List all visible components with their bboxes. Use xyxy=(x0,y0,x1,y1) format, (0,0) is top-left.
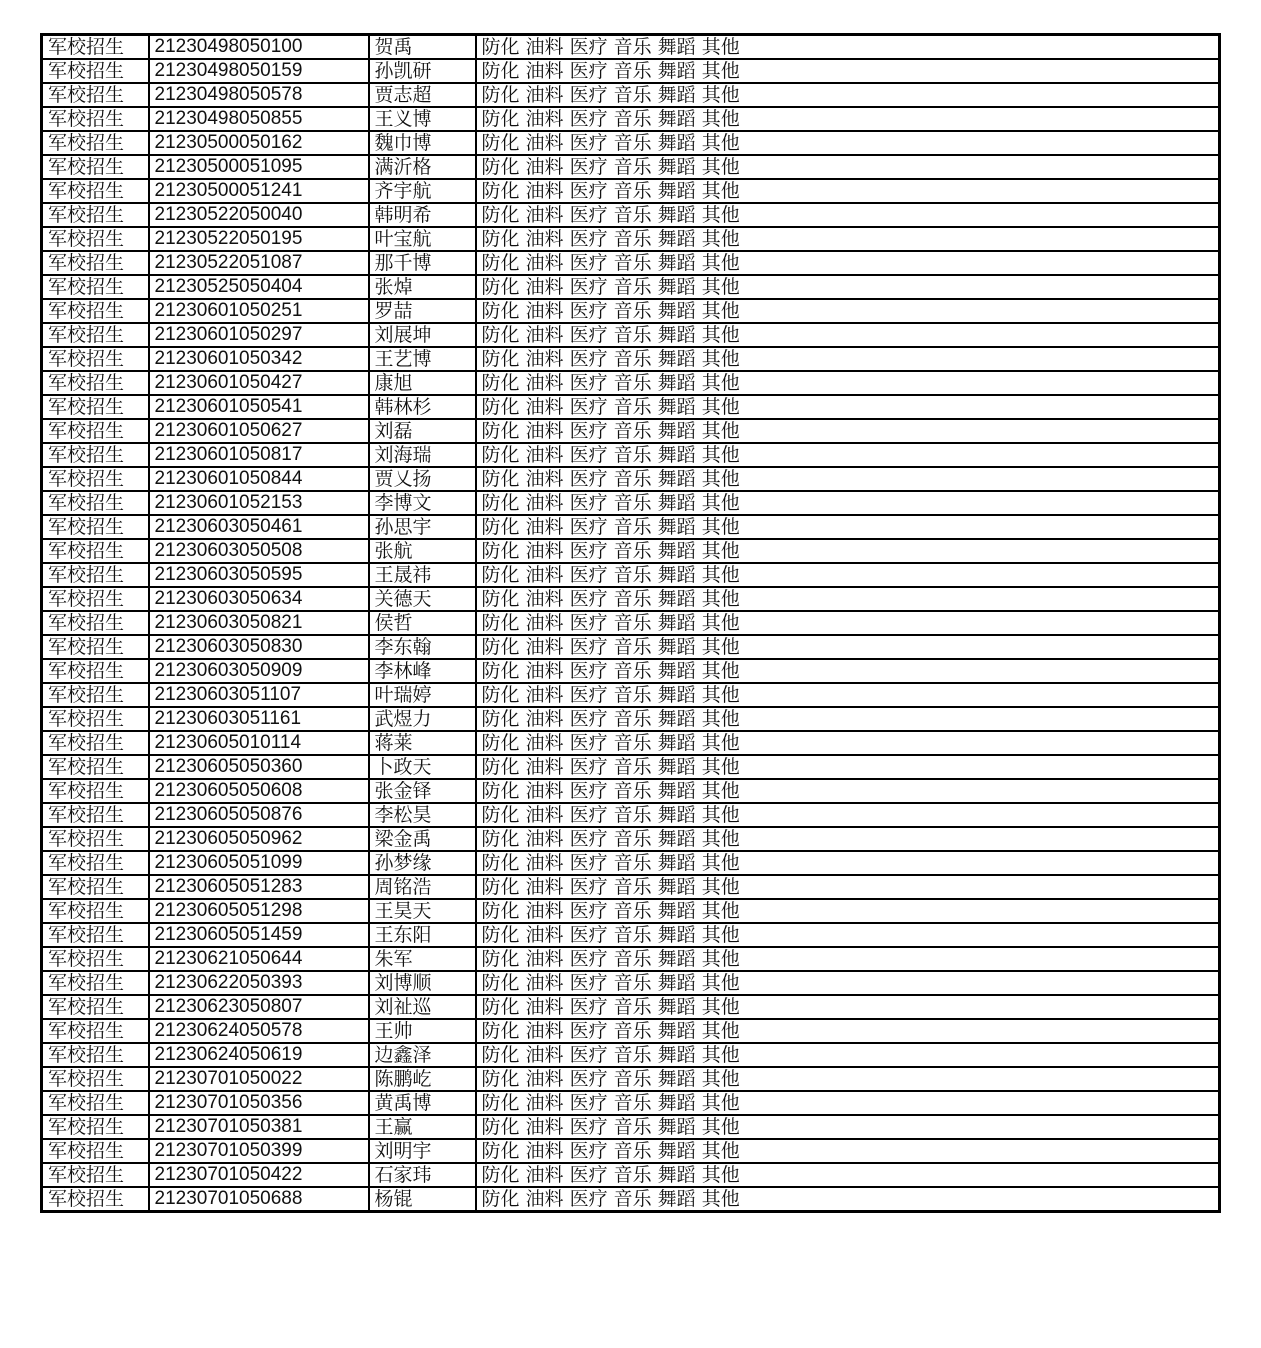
student-name-cell: 康旭 xyxy=(369,371,476,395)
exam-id-cell: 21230605010114 xyxy=(149,731,369,755)
table-row xyxy=(42,347,1220,371)
admission-type-cell: 军校招生 xyxy=(42,1043,149,1067)
table-row xyxy=(42,1091,1220,1115)
exam-id-cell: 21230603050595 xyxy=(149,563,369,587)
categories-cell: 防化 油料 医疗 音乐 舞蹈 其他 xyxy=(476,515,1220,539)
categories-cell: 防化 油料 医疗 音乐 舞蹈 其他 xyxy=(476,683,1220,707)
exam-id-cell: 21230605051099 xyxy=(149,851,369,875)
student-name-cell: 卜政天 xyxy=(369,755,476,779)
exam-id-cell: 21230603051161 xyxy=(149,707,369,731)
categories-cell: 防化 油料 医疗 音乐 舞蹈 其他 xyxy=(476,1019,1220,1043)
table-row xyxy=(42,803,1220,827)
student-name-cell: 孙凯研 xyxy=(369,59,476,83)
exam-id-cell: 21230621050644 xyxy=(149,947,369,971)
student-name-cell: 那千博 xyxy=(369,251,476,275)
admission-type-cell: 军校招生 xyxy=(42,803,149,827)
table-row xyxy=(42,1187,1220,1212)
admission-type-cell: 军校招生 xyxy=(42,899,149,923)
admission-type-cell: 军校招生 xyxy=(42,1019,149,1043)
exam-id-cell: 21230603050830 xyxy=(149,635,369,659)
table-row xyxy=(42,827,1220,851)
student-name-cell: 李松昊 xyxy=(369,803,476,827)
admission-type-cell: 军校招生 xyxy=(42,947,149,971)
student-name-cell: 李林峰 xyxy=(369,659,476,683)
exam-id-cell: 21230605051459 xyxy=(149,923,369,947)
student-name-cell: 韩林杉 xyxy=(369,395,476,419)
exam-id-cell: 21230603050909 xyxy=(149,659,369,683)
table-row xyxy=(42,515,1220,539)
student-name-cell: 刘展坤 xyxy=(369,323,476,347)
admission-type-cell: 军校招生 xyxy=(42,347,149,371)
table-row xyxy=(42,683,1220,707)
exam-id-cell: 21230701050422 xyxy=(149,1163,369,1187)
table-row xyxy=(42,107,1220,131)
student-name-cell: 李东翰 xyxy=(369,635,476,659)
categories-cell: 防化 油料 医疗 音乐 舞蹈 其他 xyxy=(476,347,1220,371)
table-row xyxy=(42,851,1220,875)
table-row xyxy=(42,419,1220,443)
table-row xyxy=(42,203,1220,227)
table-row xyxy=(42,947,1220,971)
table-row xyxy=(42,587,1220,611)
table-row xyxy=(42,923,1220,947)
table-row xyxy=(42,875,1220,899)
exam-id-cell: 21230603051107 xyxy=(149,683,369,707)
student-name-cell: 满沂格 xyxy=(369,155,476,179)
table-row xyxy=(42,155,1220,179)
student-name-cell: 黄禹博 xyxy=(369,1091,476,1115)
categories-cell: 防化 油料 医疗 音乐 舞蹈 其他 xyxy=(476,803,1220,827)
admission-type-cell: 军校招生 xyxy=(42,707,149,731)
admission-type-cell: 军校招生 xyxy=(42,539,149,563)
admission-type-cell: 军校招生 xyxy=(42,1163,149,1187)
admission-type-cell: 军校招生 xyxy=(42,779,149,803)
exam-id-cell: 21230500051241 xyxy=(149,179,369,203)
student-name-cell: 侯哲 xyxy=(369,611,476,635)
exam-id-cell: 21230603050634 xyxy=(149,587,369,611)
table-row xyxy=(42,995,1220,1019)
student-name-cell: 周铭浩 xyxy=(369,875,476,899)
table-row xyxy=(42,971,1220,995)
exam-id-cell: 21230522051087 xyxy=(149,251,369,275)
student-name-cell: 陈鹏屹 xyxy=(369,1067,476,1091)
exam-id-cell: 21230498050855 xyxy=(149,107,369,131)
exam-id-cell: 21230603050508 xyxy=(149,539,369,563)
exam-id-cell: 21230701050381 xyxy=(149,1115,369,1139)
admission-type-cell: 军校招生 xyxy=(42,371,149,395)
admission-type-cell: 军校招生 xyxy=(42,131,149,155)
student-name-cell: 罗喆 xyxy=(369,299,476,323)
student-name-cell: 刘博顺 xyxy=(369,971,476,995)
table-row xyxy=(42,131,1220,155)
categories-cell: 防化 油料 医疗 音乐 舞蹈 其他 xyxy=(476,371,1220,395)
exam-id-cell: 21230605051283 xyxy=(149,875,369,899)
categories-cell: 防化 油料 医疗 音乐 舞蹈 其他 xyxy=(476,731,1220,755)
student-name-cell: 叶瑞婷 xyxy=(369,683,476,707)
exam-id-cell: 21230701050022 xyxy=(149,1067,369,1091)
categories-cell: 防化 油料 医疗 音乐 舞蹈 其他 xyxy=(476,995,1220,1019)
student-name-cell: 贾乂扬 xyxy=(369,467,476,491)
table-row xyxy=(42,251,1220,275)
exam-id-cell: 21230624050619 xyxy=(149,1043,369,1067)
exam-id-cell: 21230601050297 xyxy=(149,323,369,347)
admission-type-cell: 军校招生 xyxy=(42,563,149,587)
categories-cell: 防化 油料 医疗 音乐 舞蹈 其他 xyxy=(476,875,1220,899)
categories-cell: 防化 油料 医疗 音乐 舞蹈 其他 xyxy=(476,635,1220,659)
exam-id-cell: 21230603050821 xyxy=(149,611,369,635)
table-row xyxy=(42,563,1220,587)
admission-type-cell: 军校招生 xyxy=(42,395,149,419)
admission-type-cell: 军校招生 xyxy=(42,35,149,60)
table-row xyxy=(42,59,1220,83)
table-row xyxy=(42,611,1220,635)
table-row xyxy=(42,83,1220,107)
table-row xyxy=(42,227,1220,251)
categories-cell: 防化 油料 医疗 音乐 舞蹈 其他 xyxy=(476,275,1220,299)
admission-type-cell: 军校招生 xyxy=(42,1091,149,1115)
table-row xyxy=(42,491,1220,515)
table-row xyxy=(42,1019,1220,1043)
admission-type-cell: 军校招生 xyxy=(42,875,149,899)
exam-id-cell: 21230522050195 xyxy=(149,227,369,251)
admission-type-cell: 军校招生 xyxy=(42,755,149,779)
admission-type-cell: 军校招生 xyxy=(42,443,149,467)
exam-id-cell: 21230605050876 xyxy=(149,803,369,827)
categories-cell: 防化 油料 医疗 音乐 舞蹈 其他 xyxy=(476,707,1220,731)
admission-type-cell: 军校招生 xyxy=(42,83,149,107)
student-name-cell: 王昊天 xyxy=(369,899,476,923)
table-row xyxy=(42,659,1220,683)
exam-id-cell: 21230601050627 xyxy=(149,419,369,443)
exam-id-cell: 21230601050541 xyxy=(149,395,369,419)
admission-type-cell: 军校招生 xyxy=(42,587,149,611)
admission-type-cell: 军校招生 xyxy=(42,299,149,323)
student-name-cell: 王赢 xyxy=(369,1115,476,1139)
categories-cell: 防化 油料 医疗 音乐 舞蹈 其他 xyxy=(476,35,1220,60)
table-row xyxy=(42,779,1220,803)
admission-type-cell: 军校招生 xyxy=(42,59,149,83)
exam-id-cell: 21230605051298 xyxy=(149,899,369,923)
student-name-cell: 关德天 xyxy=(369,587,476,611)
categories-cell: 防化 油料 医疗 音乐 舞蹈 其他 xyxy=(476,1163,1220,1187)
exam-id-cell: 21230603050461 xyxy=(149,515,369,539)
student-name-cell: 王帅 xyxy=(369,1019,476,1043)
categories-cell: 防化 油料 医疗 音乐 舞蹈 其他 xyxy=(476,323,1220,347)
categories-cell: 防化 油料 医疗 音乐 舞蹈 其他 xyxy=(476,899,1220,923)
student-name-cell: 魏巾博 xyxy=(369,131,476,155)
admission-type-cell: 军校招生 xyxy=(42,611,149,635)
admission-type-cell: 军校招生 xyxy=(42,1115,149,1139)
exam-id-cell: 21230601052153 xyxy=(149,491,369,515)
table-row xyxy=(42,1043,1220,1067)
table-row xyxy=(42,467,1220,491)
exam-id-cell: 21230601050342 xyxy=(149,347,369,371)
exam-id-cell: 21230498050578 xyxy=(149,83,369,107)
student-name-cell: 李博文 xyxy=(369,491,476,515)
exam-id-cell: 21230525050404 xyxy=(149,275,369,299)
student-name-cell: 王艺博 xyxy=(369,347,476,371)
student-name-cell: 蒋莱 xyxy=(369,731,476,755)
student-name-cell: 杨锟 xyxy=(369,1187,476,1212)
admission-type-cell: 军校招生 xyxy=(42,971,149,995)
student-name-cell: 叶宝航 xyxy=(369,227,476,251)
admission-type-cell: 军校招生 xyxy=(42,515,149,539)
categories-cell: 防化 油料 医疗 音乐 舞蹈 其他 xyxy=(476,923,1220,947)
categories-cell: 防化 油料 医疗 音乐 舞蹈 其他 xyxy=(476,299,1220,323)
admission-type-cell: 军校招生 xyxy=(42,635,149,659)
admission-type-cell: 军校招生 xyxy=(42,1139,149,1163)
table-row xyxy=(42,731,1220,755)
student-name-cell: 武煜力 xyxy=(369,707,476,731)
exam-id-cell: 21230624050578 xyxy=(149,1019,369,1043)
categories-cell: 防化 油料 医疗 音乐 舞蹈 其他 xyxy=(476,755,1220,779)
exam-id-cell: 21230500050162 xyxy=(149,131,369,155)
categories-cell: 防化 油料 医疗 音乐 舞蹈 其他 xyxy=(476,59,1220,83)
categories-cell: 防化 油料 医疗 音乐 舞蹈 其他 xyxy=(476,611,1220,635)
categories-cell: 防化 油料 医疗 音乐 舞蹈 其他 xyxy=(476,419,1220,443)
student-name-cell: 齐宇航 xyxy=(369,179,476,203)
admission-type-cell: 军校招生 xyxy=(42,467,149,491)
student-name-cell: 贺禹 xyxy=(369,35,476,60)
admission-type-cell: 军校招生 xyxy=(42,827,149,851)
student-name-cell: 刘祉巡 xyxy=(369,995,476,1019)
categories-cell: 防化 油料 医疗 音乐 舞蹈 其他 xyxy=(476,827,1220,851)
exam-id-cell: 21230605050360 xyxy=(149,755,369,779)
categories-cell: 防化 油料 医疗 音乐 舞蹈 其他 xyxy=(476,1187,1220,1212)
categories-cell: 防化 油料 医疗 音乐 舞蹈 其他 xyxy=(476,443,1220,467)
exam-id-cell: 21230500051095 xyxy=(149,155,369,179)
exam-id-cell: 21230701050688 xyxy=(149,1187,369,1212)
table-row xyxy=(42,179,1220,203)
table-row xyxy=(42,899,1220,923)
table-row xyxy=(42,371,1220,395)
admission-type-cell: 军校招生 xyxy=(42,995,149,1019)
student-name-cell: 张航 xyxy=(369,539,476,563)
categories-cell: 防化 油料 医疗 音乐 舞蹈 其他 xyxy=(476,779,1220,803)
table-row xyxy=(42,635,1220,659)
student-name-cell: 朱军 xyxy=(369,947,476,971)
student-name-cell: 刘明宇 xyxy=(369,1139,476,1163)
admission-type-cell: 军校招生 xyxy=(42,155,149,179)
categories-cell: 防化 油料 医疗 音乐 舞蹈 其他 xyxy=(476,659,1220,683)
categories-cell: 防化 油料 医疗 音乐 舞蹈 其他 xyxy=(476,155,1220,179)
exam-id-cell: 21230601050844 xyxy=(149,467,369,491)
table-row xyxy=(42,1163,1220,1187)
categories-cell: 防化 油料 医疗 音乐 舞蹈 其他 xyxy=(476,1043,1220,1067)
table-row xyxy=(42,299,1220,323)
admission-type-cell: 军校招生 xyxy=(42,851,149,875)
admission-type-cell: 军校招生 xyxy=(42,227,149,251)
admission-type-cell: 军校招生 xyxy=(42,1187,149,1212)
table-row xyxy=(42,35,1220,60)
categories-cell: 防化 油料 医疗 音乐 舞蹈 其他 xyxy=(476,851,1220,875)
student-name-cell: 张焯 xyxy=(369,275,476,299)
exam-id-cell: 21230498050100 xyxy=(149,35,369,60)
admission-type-cell: 军校招生 xyxy=(42,323,149,347)
table-body xyxy=(42,35,1220,1212)
admission-type-cell: 军校招生 xyxy=(42,419,149,443)
student-name-cell: 王东阳 xyxy=(369,923,476,947)
admission-type-cell: 军校招生 xyxy=(42,659,149,683)
exam-id-cell: 21230601050427 xyxy=(149,371,369,395)
admission-type-cell: 军校招生 xyxy=(42,731,149,755)
admission-type-cell: 军校招生 xyxy=(42,107,149,131)
student-name-cell: 张金铎 xyxy=(369,779,476,803)
student-name-cell: 王晟祎 xyxy=(369,563,476,587)
exam-id-cell: 21230605050608 xyxy=(149,779,369,803)
table-row xyxy=(42,395,1220,419)
student-name-cell: 刘海瑞 xyxy=(369,443,476,467)
categories-cell: 防化 油料 医疗 音乐 舞蹈 其他 xyxy=(476,395,1220,419)
exam-id-cell: 21230601050817 xyxy=(149,443,369,467)
student-name-cell: 梁金禹 xyxy=(369,827,476,851)
student-name-cell: 孙梦缘 xyxy=(369,851,476,875)
admission-type-cell: 军校招生 xyxy=(42,491,149,515)
exam-id-cell: 21230623050807 xyxy=(149,995,369,1019)
student-name-cell: 边鑫泽 xyxy=(369,1043,476,1067)
exam-id-cell: 21230498050159 xyxy=(149,59,369,83)
admission-type-cell: 军校招生 xyxy=(42,179,149,203)
categories-cell: 防化 油料 医疗 音乐 舞蹈 其他 xyxy=(476,179,1220,203)
categories-cell: 防化 油料 医疗 音乐 舞蹈 其他 xyxy=(476,491,1220,515)
student-name-cell: 刘磊 xyxy=(369,419,476,443)
categories-cell: 防化 油料 医疗 音乐 舞蹈 其他 xyxy=(476,539,1220,563)
categories-cell: 防化 油料 医疗 音乐 舞蹈 其他 xyxy=(476,203,1220,227)
exam-id-cell: 21230522050040 xyxy=(149,203,369,227)
categories-cell: 防化 油料 医疗 音乐 舞蹈 其他 xyxy=(476,1067,1220,1091)
table-row xyxy=(42,539,1220,563)
categories-cell: 防化 油料 医疗 音乐 舞蹈 其他 xyxy=(476,947,1220,971)
categories-cell: 防化 油料 医疗 音乐 舞蹈 其他 xyxy=(476,971,1220,995)
exam-id-cell: 21230622050393 xyxy=(149,971,369,995)
admission-type-cell: 军校招生 xyxy=(42,1067,149,1091)
candidate-table xyxy=(40,33,1221,1213)
exam-id-cell: 21230701050356 xyxy=(149,1091,369,1115)
categories-cell: 防化 油料 医疗 音乐 舞蹈 其他 xyxy=(476,107,1220,131)
categories-cell: 防化 油料 医疗 音乐 舞蹈 其他 xyxy=(476,563,1220,587)
student-name-cell: 韩明希 xyxy=(369,203,476,227)
categories-cell: 防化 油料 医疗 音乐 舞蹈 其他 xyxy=(476,131,1220,155)
exam-id-cell: 21230701050399 xyxy=(149,1139,369,1163)
categories-cell: 防化 油料 医疗 音乐 舞蹈 其他 xyxy=(476,1115,1220,1139)
table-row xyxy=(42,707,1220,731)
student-name-cell: 石家玮 xyxy=(369,1163,476,1187)
exam-id-cell: 21230601050251 xyxy=(149,299,369,323)
exam-id-cell: 21230605050962 xyxy=(149,827,369,851)
categories-cell: 防化 油料 医疗 音乐 舞蹈 其他 xyxy=(476,251,1220,275)
admission-type-cell: 军校招生 xyxy=(42,683,149,707)
table-row xyxy=(42,1067,1220,1091)
student-name-cell: 孙思宇 xyxy=(369,515,476,539)
categories-cell: 防化 油料 医疗 音乐 舞蹈 其他 xyxy=(476,1139,1220,1163)
admission-type-cell: 军校招生 xyxy=(42,923,149,947)
admission-type-cell: 军校招生 xyxy=(42,275,149,299)
student-name-cell: 王义博 xyxy=(369,107,476,131)
categories-cell: 防化 油料 医疗 音乐 舞蹈 其他 xyxy=(476,467,1220,491)
categories-cell: 防化 油料 医疗 音乐 舞蹈 其他 xyxy=(476,587,1220,611)
table-row xyxy=(42,275,1220,299)
table-row xyxy=(42,1139,1220,1163)
categories-cell: 防化 油料 医疗 音乐 舞蹈 其他 xyxy=(476,83,1220,107)
table-row xyxy=(42,1115,1220,1139)
categories-cell: 防化 油料 医疗 音乐 舞蹈 其他 xyxy=(476,227,1220,251)
categories-cell: 防化 油料 医疗 音乐 舞蹈 其他 xyxy=(476,1091,1220,1115)
student-name-cell: 贾志超 xyxy=(369,83,476,107)
table-row xyxy=(42,443,1220,467)
table-row xyxy=(42,755,1220,779)
admission-type-cell: 军校招生 xyxy=(42,251,149,275)
admission-type-cell: 军校招生 xyxy=(42,203,149,227)
table-row xyxy=(42,323,1220,347)
